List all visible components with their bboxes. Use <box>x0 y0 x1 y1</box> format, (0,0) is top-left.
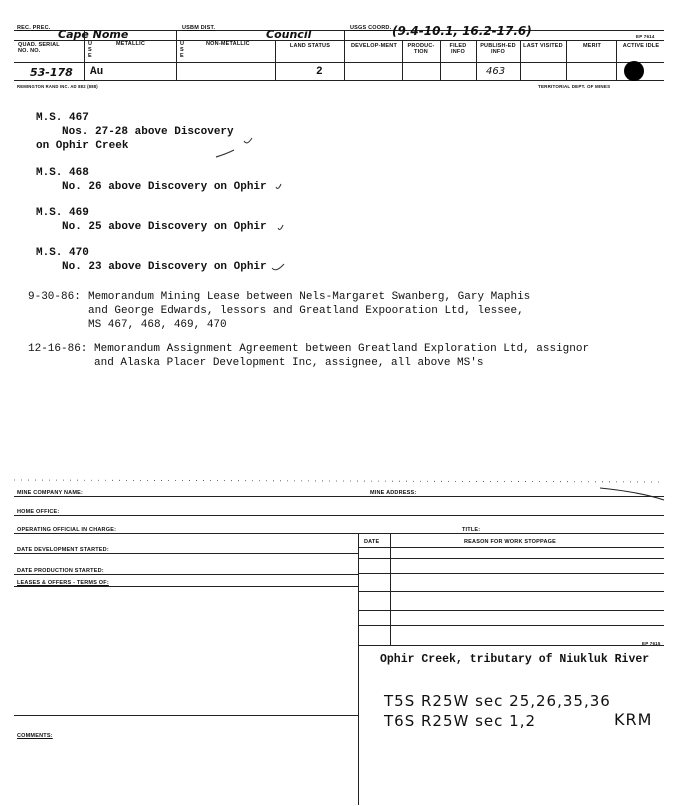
leases-label: LEASES & OFFERS - TERMS OF: <box>17 580 109 586</box>
usgs-coord-value: (9.4-10.1, 16.2-17.6) <box>392 24 532 38</box>
date-production-label: DATE PRODUCTION STARTED: <box>17 568 104 574</box>
merit-label: MERIT <box>582 43 602 49</box>
ms-469-desc: No. 25 above Discovery on Ophir <box>62 221 267 233</box>
note-2-date: 12-16-86: <box>28 343 88 355</box>
date-development-label: DATE DEVELOPMENT STARTED: <box>17 547 109 553</box>
rec-prec-value: Cape Nome <box>58 28 129 41</box>
note-1-line3: MS 467, 468, 469, 470 <box>88 319 227 331</box>
operating-official-label: OPERATING OFFICIAL IN CHARGE: <box>17 527 117 533</box>
usbm-dist-label: USBM DIST. <box>182 25 216 31</box>
land-status-label: LAND STATUS <box>289 43 331 49</box>
usgs-coord-label: USGS COORD. <box>350 25 392 31</box>
production-label: PRODUC-TION <box>407 43 435 55</box>
nonmetallic-label: NON-METALLIC <box>206 41 250 47</box>
ms-467-desc: Nos. 27-28 above Discovery <box>62 126 234 138</box>
quad-serial-value: 53-178 <box>30 66 73 79</box>
ms-467-desc2: on Ophir Creek <box>36 140 129 152</box>
comments-label: COMMENTS: <box>17 733 53 739</box>
form-number: EP 7614 <box>636 34 655 39</box>
last-visited-label: LAST VISITED <box>523 43 563 49</box>
note-1-line2: and George Edwards, lessors and Greatland Expooration Ltd, lessee, <box>88 305 524 317</box>
title-label: TITLE: <box>462 527 481 533</box>
home-office-label: HOME OFFICE: <box>17 509 60 515</box>
published-info-label: PUBLISH-ED INFO <box>480 43 516 55</box>
date-column-label: DATE <box>364 539 380 545</box>
printer-imprint: REMINGTON RAND INC. AD 882 (888) <box>17 84 98 89</box>
note-2-line1: Memorandum Assignment Agreement between Greatland Exploration Ltd, assignor <box>94 343 590 355</box>
mine-company-label: MINE COMPANY NAME: <box>17 490 84 496</box>
mine-address-label: MINE ADDRESS: <box>370 490 417 496</box>
published-info-value: 463 <box>486 66 506 77</box>
nonmetallic-prefix: U S E <box>180 41 185 59</box>
metallic-label: METALLIC <box>116 41 145 47</box>
ms-470: M.S. 470 <box>36 247 89 259</box>
metallic-value: Au <box>90 66 104 78</box>
ms-470-desc: No. 23 above Discovery on Ophir <box>62 261 267 273</box>
quad-serial-label: QUAD. SERIAL NO. NO. <box>18 42 60 54</box>
note-2-line2: and Alaska Placer Development Inc, assignee, all above MS's <box>94 357 484 369</box>
check-marks <box>0 0 678 300</box>
township-line-1: T5S R25W sec 25,26,35,36 <box>384 692 611 710</box>
note-1-date: 9-30-86: <box>28 291 81 303</box>
back-form-number: EP 7615 <box>642 641 661 646</box>
location-text: Ophir Creek, tributary of Niukluk River <box>380 653 650 666</box>
land-status-value: 2 <box>316 66 323 78</box>
ms-469: M.S. 469 <box>36 207 89 219</box>
work-stoppage-label: REASON FOR WORK STOPPAGE <box>464 539 556 545</box>
rec-prec-label: REC. PREC. <box>17 25 51 31</box>
active-idle-label: ACTIVE IDLE <box>622 43 660 49</box>
ms-468: M.S. 468 <box>36 167 89 179</box>
ms-467: M.S. 467 <box>36 112 89 124</box>
usbm-dist-value: Council <box>266 28 312 41</box>
filed-info-label: FILED INFO <box>449 43 467 55</box>
dept-imprint: TERRITORIAL DEPT. OF MINES <box>538 84 611 89</box>
note-1-line1: Memorandum Mining Lease between Nels-Margaret Swanberg, Gary Maphis <box>88 291 531 303</box>
ms-468-desc: No. 26 above Discovery on Ophir <box>62 181 267 193</box>
metallic-prefix: U S E <box>88 41 93 59</box>
development-label: DEVELOP-MENT <box>350 43 398 49</box>
township-line-2: T6S R25W sec 1,2 <box>384 712 537 730</box>
initials: KRM <box>614 710 653 729</box>
